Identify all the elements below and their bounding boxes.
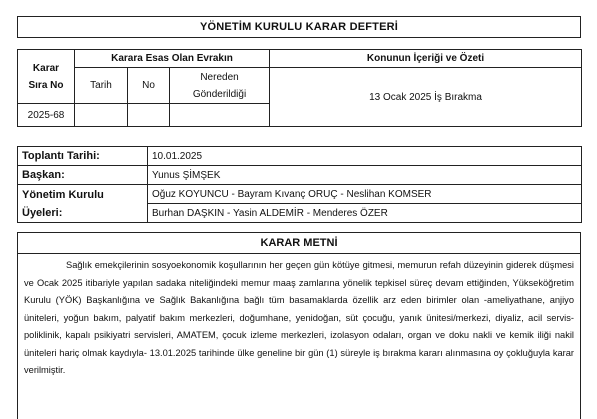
uyeler-line-1: Oğuz KOYUNCU - Bayram Kıvanç ORUÇ - Neslihan KOMSER — [148, 185, 582, 204]
no-value — [128, 104, 170, 127]
document-title: YÖNETİM KURULU KARAR DEFTERİ — [17, 16, 581, 38]
toplanti-tarihi-label: Toplantı Tarihi: — [18, 147, 148, 166]
meeting-info-table — [17, 146, 582, 223]
karara-esas-header: Karara Esas Olan Evrakın — [75, 50, 270, 68]
yonetim-kurulu-label — [18, 185, 148, 223]
uyeler-line-2: Burhan DAŞKIN - Yasin ALDEMİR - Menderes ÖZER — [148, 204, 582, 223]
tarih-header: Tarih — [75, 68, 128, 104]
karar-metni-heading: KARAR METNİ — [18, 233, 580, 254]
karar-no-value: 2025-68 — [18, 104, 75, 127]
baskan-value: Yunus ŞİMŞEK — [148, 166, 582, 185]
sira-no-label: Sıra No — [28, 79, 64, 91]
uyeleri-text: Üyeleri: — [22, 206, 63, 219]
baskan-label: Başkan: — [18, 166, 148, 185]
nereden-header — [170, 68, 270, 104]
karar-sira-no-header — [18, 50, 75, 104]
karar-label: Karar — [32, 62, 60, 74]
konu-value: 13 Ocak 2025 İş Bırakma — [270, 68, 582, 127]
yonetim-kurulu-text: Yönetim Kurulu — [22, 188, 104, 201]
nereden-value — [170, 104, 270, 127]
nereden-label: Nereden — [200, 71, 239, 83]
tarih-value — [75, 104, 128, 127]
toplanti-tarihi-value: 10.01.2025 — [148, 147, 582, 166]
no-header: No — [128, 68, 170, 104]
konu-header: Konunun İçeriği ve Özeti — [270, 50, 582, 68]
karar-header-table — [17, 49, 582, 127]
gonderildigi-label: Gönderildiği — [192, 88, 247, 100]
karar-metni-section — [17, 232, 581, 419]
karar-metni-body: Sağlık emekçilerinin sosyoekonomik koşullarının her geçen gün kötüye gitmesi, memurun refah düzeyinin giderek düşmesi ve Ocak 2025 itibariyle yapılan sadaka niteliğindeki memur maaş zamlarına yönelik tepkisel süreç devam ettiğinden, Yükseköğretim Kurulu (YÖK) Başkanlığına ve Sağlık Bakanlığına bağlı tüm basamaklarda özellik arz eden birimler olan -ameliyathane, anjiyo üniteleri, yoğun bakım, palyatif bakım merkezleri, doğumhane, yenidoğan, süt çocuğu, yanık ünitesi/merkezi, diyaliz, acil servis-poliklinik, kapalı psikiyatri servisleri, AMATEM, çocuk izleme merkezleri, izolasyon odaları, organ ve doku nakli ve kemik iliği nakil üniteleri hariç olmak kaydıyla- 13.01.2025 tarihinde ülke geneline bir gün (1) süreyle iş bırakma kararı alınmasına oy çokluğuyla karar verilmiştir. — [24, 260, 574, 375]
